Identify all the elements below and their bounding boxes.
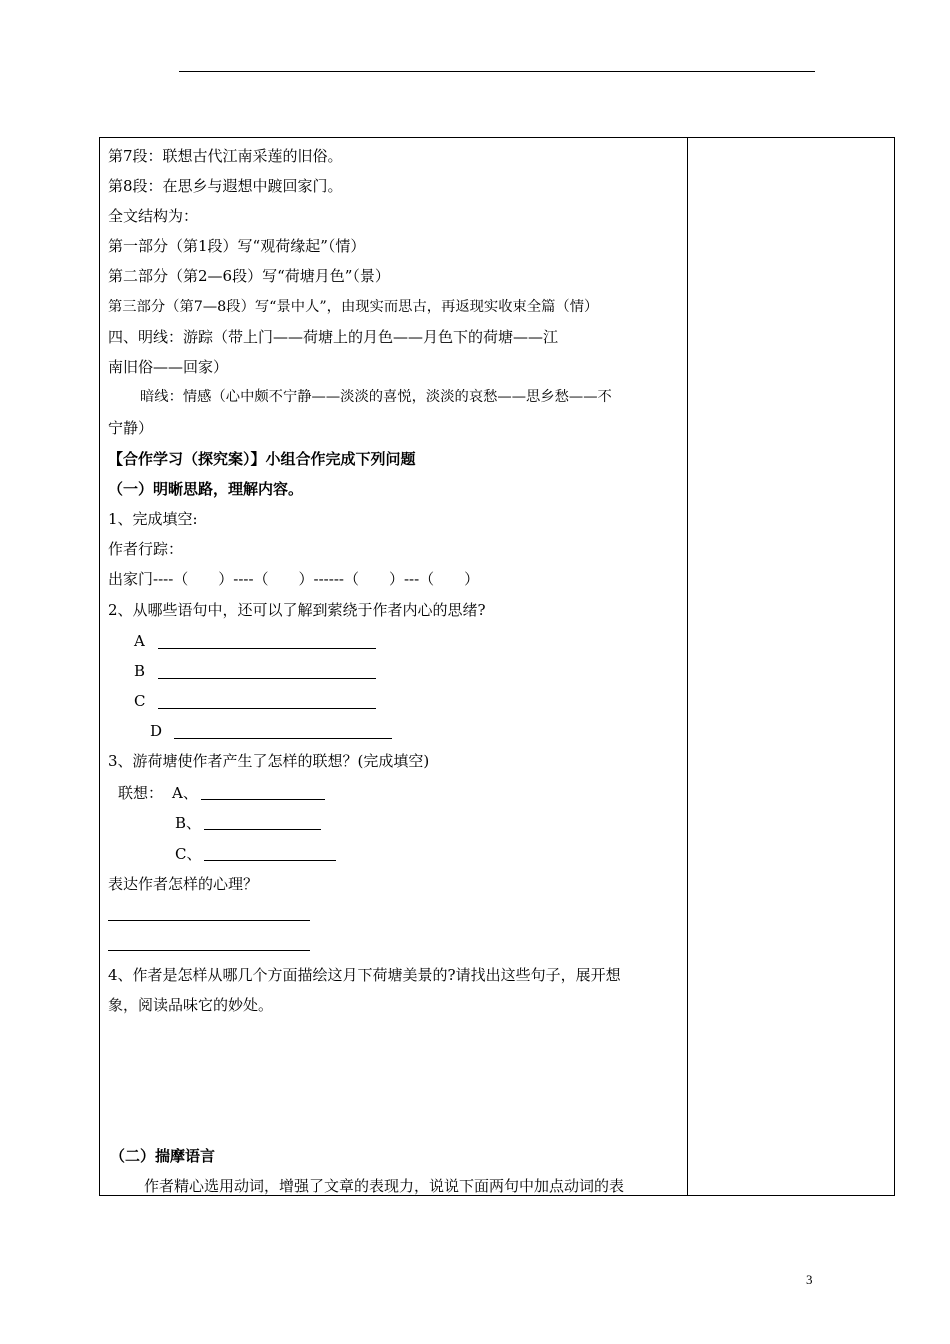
explicit-clue-cont: 南旧俗——回家）	[108, 358, 229, 376]
association-a-label: A、	[172, 784, 198, 802]
association-c-blank[interactable]	[204, 860, 336, 861]
psychology-answer-line-2[interactable]	[108, 950, 310, 951]
content-table	[99, 137, 895, 1196]
page-number: 3	[806, 1272, 813, 1287]
language-analysis-prompt: 作者精心选用动词，增强了文章的表现力，说说下面两句中加点动词的表	[144, 1177, 625, 1195]
paragraph-7-summary: 第7段：联想古代江南采莲的旧俗。	[108, 147, 343, 165]
association-b-label: B、	[175, 814, 202, 832]
header-rule	[179, 71, 815, 72]
question-2: 2、从哪些语句中，还可以了解到萦绕于作者内心的思绪?	[108, 601, 486, 619]
paragraph-8-summary: 第8段：在思乡与遐想中踱回家门。	[108, 177, 343, 195]
option-b-blank[interactable]	[158, 678, 376, 679]
question-4: 4、作者是怎样从哪几个方面描绘这月下荷塘美景的?请找出这些句子，展开想	[108, 966, 621, 984]
section-2-heading: （二）揣摩语言	[110, 1147, 216, 1165]
association-b-blank[interactable]	[204, 829, 321, 830]
option-a-label: A	[134, 632, 145, 650]
structure-part-1: 第一部分（第1段）写“观荷缘起”（情）	[108, 237, 366, 255]
question-1-blanks: 出家门----（ ）----（ ）------（ ）---（ ）	[108, 570, 480, 588]
question-1: 1、完成填空:	[108, 510, 198, 528]
association-label: 联想：	[118, 784, 164, 802]
option-b-label: B	[134, 662, 146, 680]
option-c-blank[interactable]	[158, 708, 376, 709]
option-d-blank[interactable]	[174, 738, 392, 739]
implicit-clue-cont: 宁静）	[108, 419, 154, 437]
association-a-blank[interactable]	[201, 799, 325, 800]
cooperative-learning-heading: 【合作学习（探究案）】小组合作完成下列问题	[108, 450, 416, 468]
section-1-heading: （一）明晰思路，理解内容。	[108, 480, 304, 498]
option-c-label: C	[134, 692, 146, 710]
question-3-follow-up: 表达作者怎样的心理？	[108, 875, 259, 893]
structure-heading: 全文结构为：	[108, 207, 199, 225]
option-d-label: D	[150, 722, 163, 740]
option-a-blank[interactable]	[158, 648, 376, 649]
question-4-cont: 象，阅读品味它的妙处。	[108, 996, 274, 1014]
table-column-divider	[687, 137, 688, 1196]
association-c-label: C、	[175, 845, 202, 863]
question-3: 3、游荷塘使作者产生了怎样的联想？(完成填空)	[108, 752, 430, 770]
structure-part-3: 第三部分（第7—8段）写“景中人”，由现实而思古，再返现实收束全篇（情）	[108, 299, 599, 315]
psychology-answer-line-1[interactable]	[108, 920, 310, 921]
explicit-clue: 四、明线：游踪（带上门——荷塘上的月色——月色下的荷塘——江	[108, 328, 559, 346]
question-1-itinerary-label: 作者行踪：	[108, 540, 184, 558]
implicit-clue: 暗线：情感（心中颇不宁静——淡淡的喜悦，淡淡的哀愁——思乡愁——不	[140, 389, 612, 405]
structure-part-2: 第二部分（第2—6段）写“荷塘月色”（景）	[108, 267, 390, 285]
